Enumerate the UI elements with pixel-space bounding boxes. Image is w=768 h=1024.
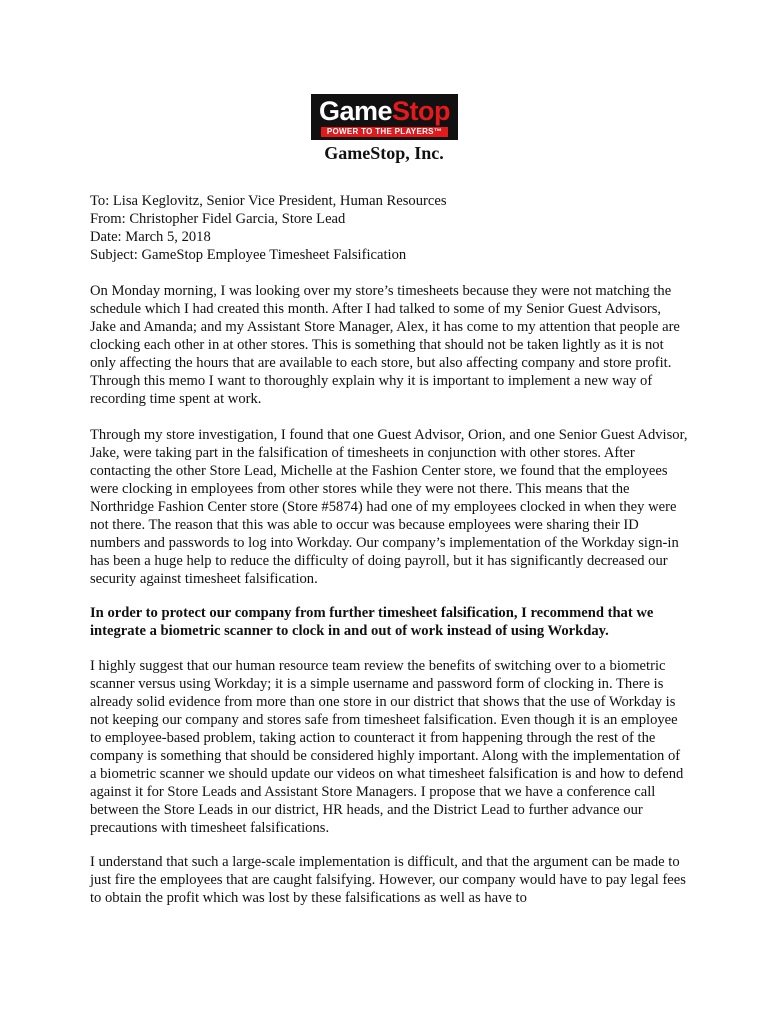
paragraph-text: In order to protect our company from further timesheet falsification, I recommend that we integrate a biometric scanner to clock in and out of work instead of using Workday. [90,605,654,639]
logo-word-accent: Stop [392,96,451,126]
paragraph-text: I highly suggest that our human resource team review the benefits of switching over to a biometric scanner versus using Workday; it is a simple username and password form of clocking in. There is already solid evidence from more than one store in our district that shows that the use of Workday is not keeping our company and stores safe from timesheet falsification. Even though it is an employee to employee-based problem, taking action to counteract it from happening through the rest of the company is something that should be considered highly important. Along with the implementation of a biometric scanner we should update our videos on what timesheet falsification is and how to defend against it for Store Leads and Assistant Store Managers. I propose that we have a conference call between the Store Leads in our district, HR heads, and the District Lead to further advance our precautions with timesheet falsifications. [90,658,684,836]
body-paragraph-2 [90,426,690,588]
memo-date: Date: March 5, 2018 [90,229,211,245]
logo-wordmark [311,96,458,126]
recommendation-statement [90,604,690,640]
body-paragraph-1 [90,282,690,408]
body-paragraph-3 [90,657,690,837]
logo-tagline: POWER TO THE PLAYERS™ [321,127,448,137]
paragraph-text: I understand that such a large-scale implementation is difficult, and that the argument can be made to just fire the employees that are caught falsifying. However, our company would have to pay legal fees to obtain the profit which was lost by these falsifications as well as have to [90,854,686,906]
paragraph-text: On Monday morning, I was looking over my store’s timesheets because they were not matching the schedule which I had created this month. After I had talked to some of my Senior Guest Advisors, Jake and Amanda; and my Assistant Store Manager, Alex, it has come to my attention that people are clocking each other in at other stores. This is something that should not be taken lightly as it is not only affecting the hours that are available to each store, but also affecting company and store profit. Through this memo I want to thoroughly explain why it is important to implement a new way of recording time spent at work. [90,283,680,407]
memo-subject: Subject: GameStop Employee Timesheet Falsification [90,247,407,263]
paragraph-text: Through my store investigation, I found that one Guest Advisor, Orion, and one Senior Guest Advisor, Jake, were taking part in the falsification of timesheets in conjunction with other stores. After contacting the other Store Lead, Michelle at the Fashion Center store, we found that the employees were clocking in employees from other stores while they were not there. This means that the Northridge Fashion Center store (Store #5874) had one of my employees clocked in when they were not there. The reason that this was able to occur was because employees were sharing their ID numbers and passwords to log into Workday. Our company’s implementation of the Workday sign-in has been a huge help to reduce the difficulty of doing payroll, but it has significantly decreased our security against timesheet falsification. [90,427,688,587]
company-name: GameStop, Inc. [324,143,444,163]
memo-from: From: Christopher Fidel Garcia, Store Lead [90,211,346,227]
logo-word-main: Game [318,96,393,126]
gamestop-logo [311,94,458,140]
memo-header [90,192,690,264]
memo-to: To: Lisa Keglovitz, Senior Vice President, Human Resources [90,193,447,209]
body-paragraph-4 [90,853,690,907]
